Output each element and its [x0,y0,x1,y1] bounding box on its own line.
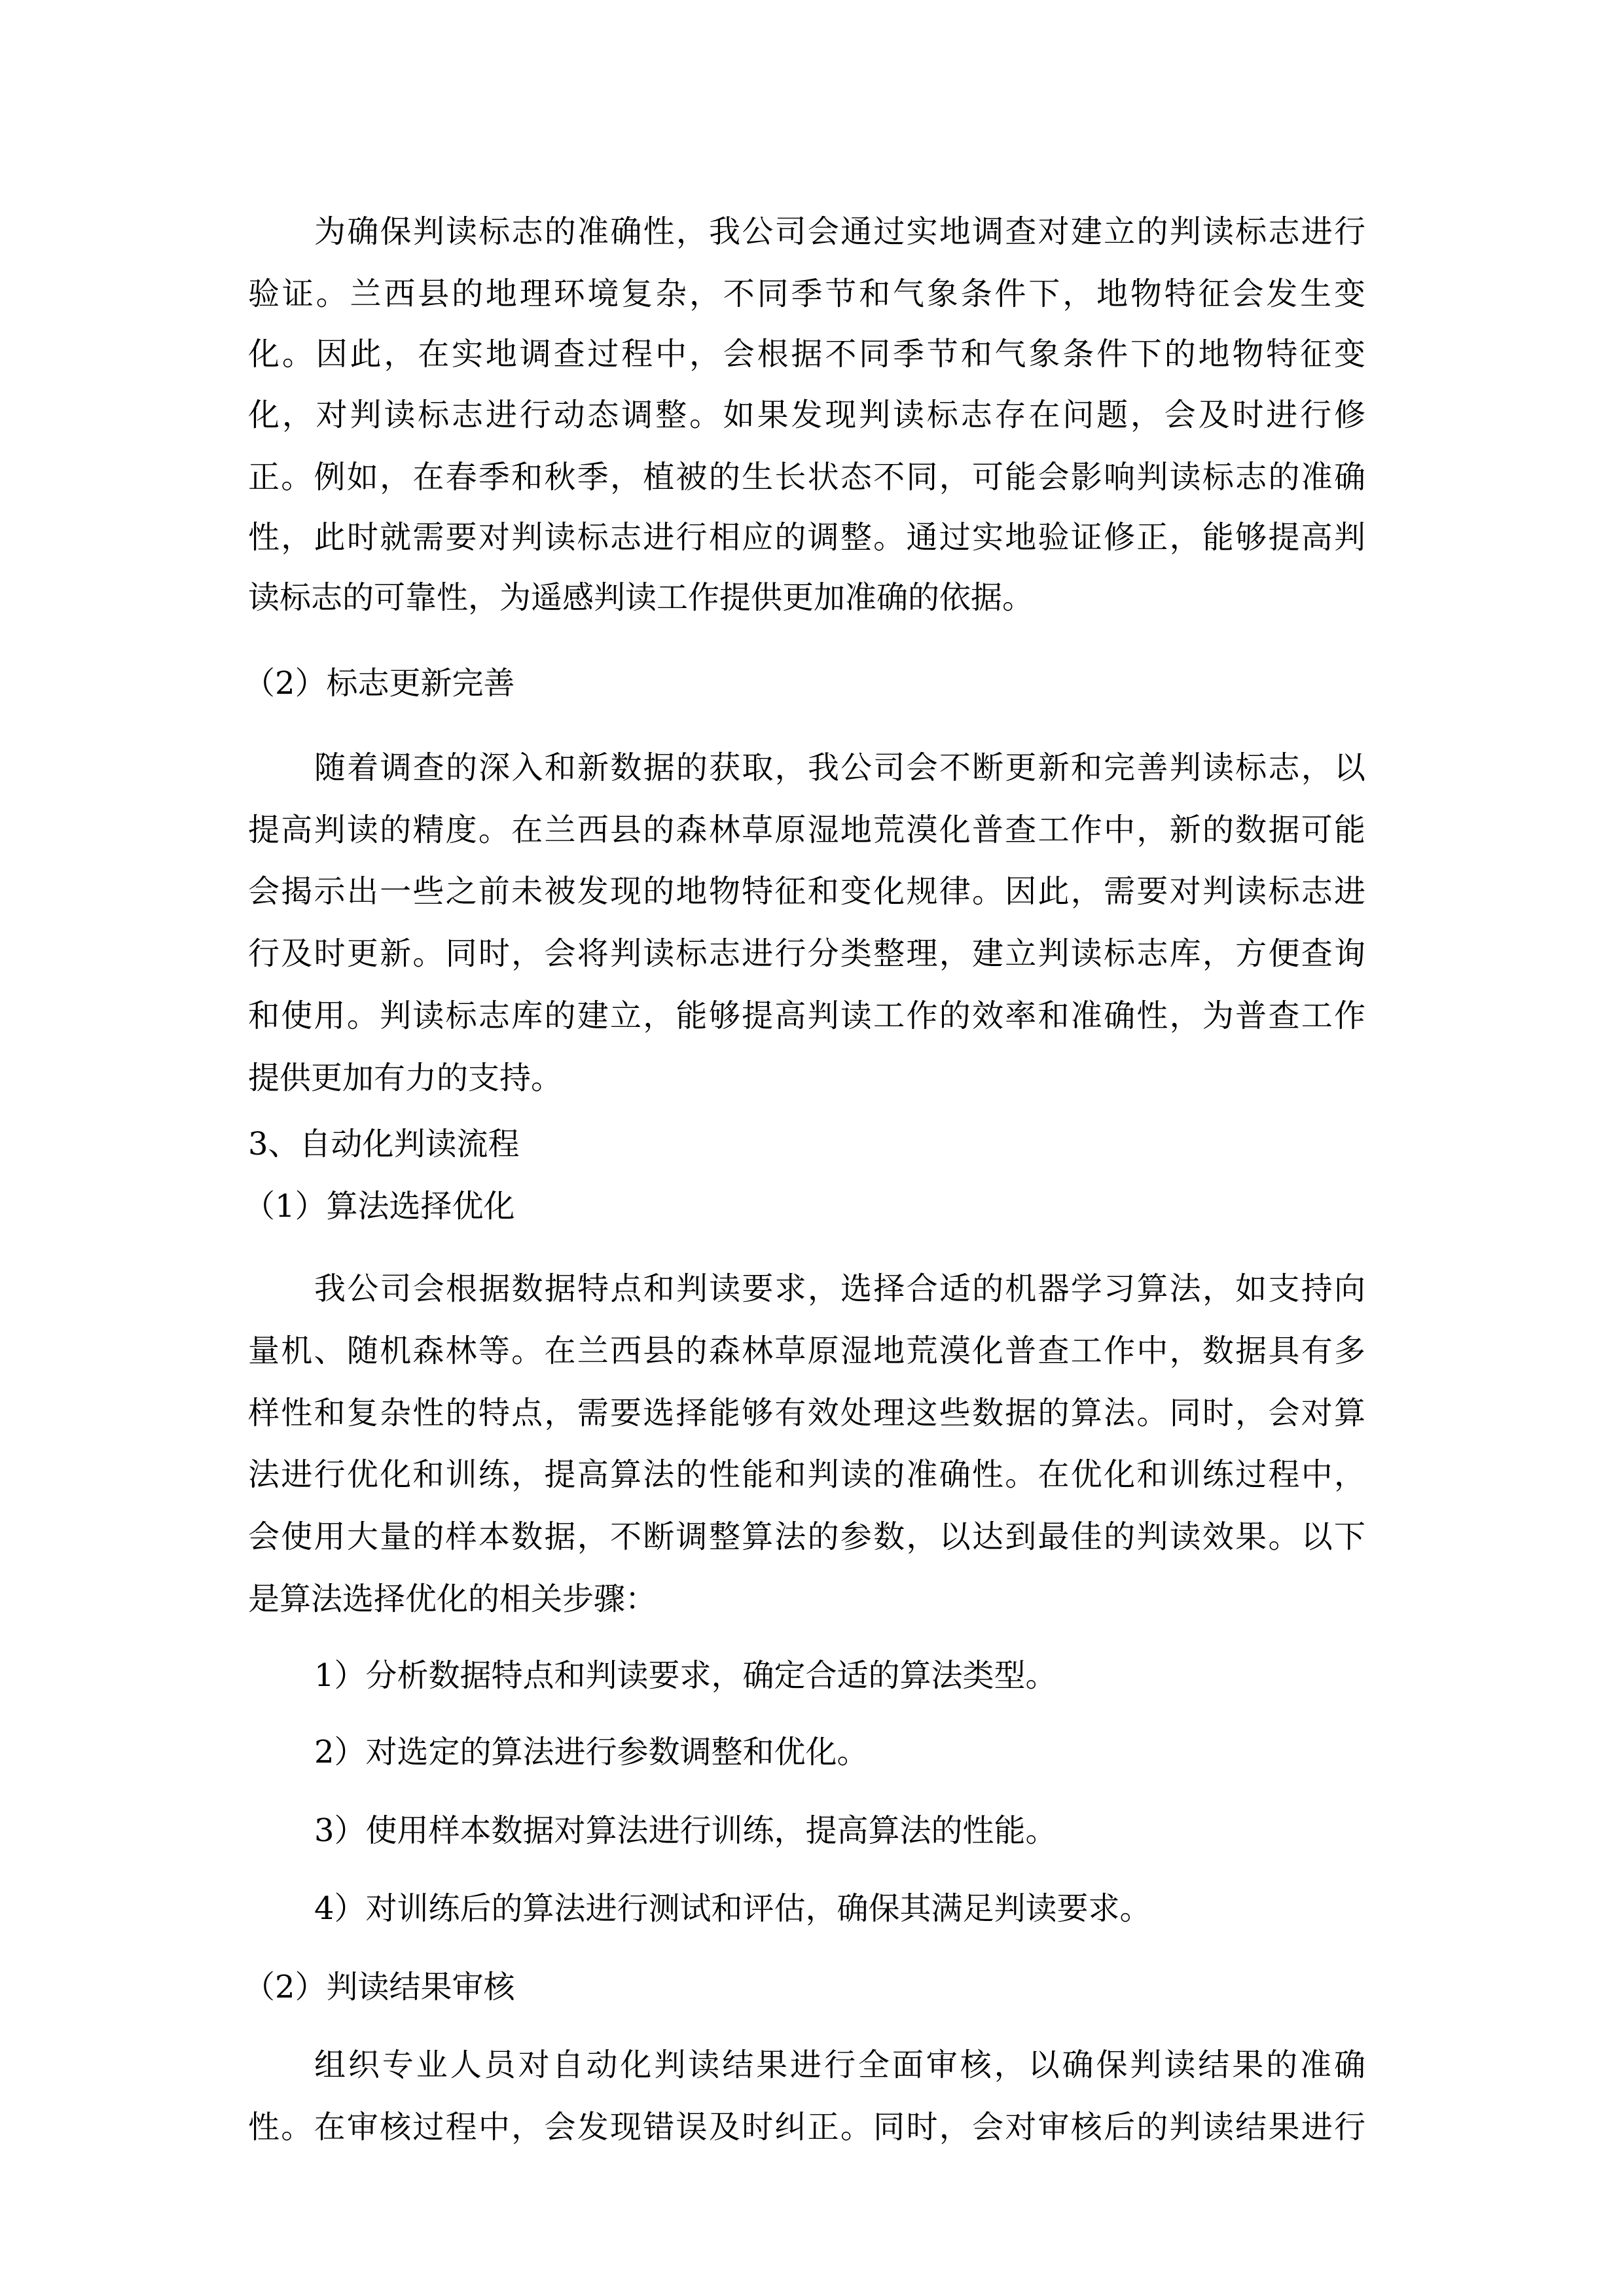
text-line: 量机、随机森林等。在兰西县的森林草原湿地荒漠化普查工作中，数据具有多 [248,1333,1365,1369]
text-line: 会使用大量的样本数据，不断调整算法的参数，以达到最佳的判读效果。以下 [248,1518,1365,1555]
text-line: 性。在审核过程中，会发现错误及时纠正。同时，会对审核后的判读结果进行 [248,2109,1365,2145]
text-line: 我公司会根据数据特点和判读要求，选择合适的机器学习算法，如支持向 [314,1270,1365,1307]
text-line: 和使用。判读标志库的建立，能够提高判读工作的效率和准确性，为普查工作 [248,997,1365,1034]
text-line: 组织专业人员对自动化判读结果进行全面审核，以确保判读结果的准确 [314,2047,1365,2083]
text-line: 样性和复杂性的特点，需要选择能够有效处理这些数据的算法。同时，会对算 [248,1395,1365,1431]
text-line: 会揭示出一些之前未被发现的地物特征和变化规律。因此，需要对判读标志进 [248,873,1365,910]
list-item: 3）使用样本数据对算法进行训练，提高算法的性能。 [314,1812,1057,1849]
text-line: 性，此时就需要对判读标志进行相应的调整。通过实地验证修正，能够提高判 [248,519,1365,556]
text-line: 是算法选择优化的相关步骤： [248,1581,657,1617]
heading-section-3: 3、自动化判读流程 [248,1126,520,1162]
text-line: 正。例如，在春季和秋季，植被的生长状态不同，可能会影响判读标志的准确 [248,459,1365,495]
heading-sign-update: （2）标志更新完善 [244,665,515,702]
text-line: 法进行优化和训练，提高算法的性能和判读的准确性。在优化和训练过程中， [248,1456,1365,1493]
heading-algorithm-selection: （1）算法选择优化 [244,1188,515,1225]
heading-result-review: （2）判读结果审核 [244,1969,515,2005]
text-line: 随着调查的深入和新数据的获取，我公司会不断更新和完善判读标志，以 [314,749,1365,786]
text-line: 为确保判读标志的准确性，我公司会通过实地调查对建立的判读标志进行 [314,213,1365,250]
text-line: 化。因此，在实地调查过程中，会根据不同季节和气象条件下的地物特征变 [248,336,1365,372]
text-line: 读标志的可靠性，为遥感判读工作提供更加准确的依据。 [248,579,1034,616]
text-line: 提供更加有力的支持。 [248,1060,563,1096]
list-item: 2）对选定的算法进行参数调整和优化。 [314,1734,869,1770]
text-line: 提高判读的精度。在兰西县的森林草原湿地荒漠化普查工作中，新的数据可能 [248,812,1365,848]
text-line: 验证。兰西县的地理环境复杂，不同季节和气象条件下，地物特征会发生变 [248,276,1365,312]
list-item: 4）对训练后的算法进行测试和评估，确保其满足判读要求。 [314,1890,1151,1927]
text-line: 化，对判读标志进行动态调整。如果发现判读标志存在问题，会及时进行修 [248,397,1365,433]
list-item: 1）分析数据特点和判读要求，确定合适的算法类型。 [314,1657,1057,1694]
text-line: 行及时更新。同时，会将判读标志进行分类整理，建立判读标志库，方便查询 [248,935,1365,972]
